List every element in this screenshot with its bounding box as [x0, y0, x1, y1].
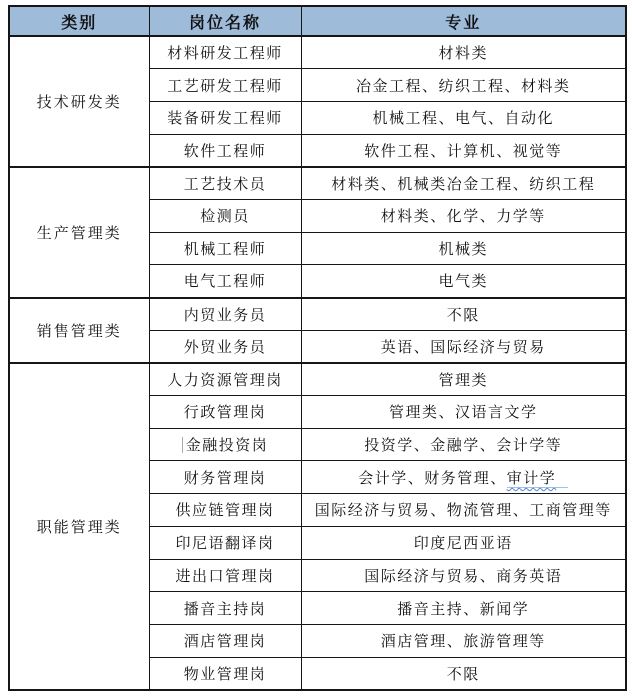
category-cell: 职能管理类: [9, 363, 149, 690]
position-cell: 工艺技术员: [149, 167, 301, 200]
position-cell: 材料研发工程师: [149, 36, 301, 69]
position-cell: 财务管理岗: [149, 461, 301, 494]
major-cell: 材料类: [301, 36, 626, 69]
major-cell: 播音主持、新闻学: [301, 592, 626, 625]
major-cell: 管理类: [301, 363, 626, 396]
recruitment-table: [8, 5, 627, 691]
position-cell: 外贸业务员: [149, 330, 301, 363]
position-cell: [149, 428, 301, 461]
major-cell: 英语、国际经济与贸易: [301, 330, 626, 363]
major-cell: 管理类、汉语言文学: [301, 396, 626, 429]
table-row: [9, 36, 626, 69]
position-cell: 工艺研发工程师: [149, 69, 301, 102]
major-label: 会计学、财务管理、: [358, 470, 507, 487]
major-cell: 投资学、金融学、会计学等: [301, 428, 626, 461]
position-cell: 人力资源管理岗: [149, 363, 301, 396]
major-cell: 国际经济与贸易、商务英语: [301, 559, 626, 592]
position-cell: 内贸业务员: [149, 298, 301, 331]
category-cell: 生产管理类: [9, 167, 149, 298]
major-cell: 国际经济与贸易、物流管理、工商管理等: [301, 494, 626, 527]
major-cell: 材料类、机械类冶金工程、纺织工程: [301, 167, 626, 200]
position-cell: 物业管理岗: [149, 657, 301, 690]
position-cell: 软件工程师: [149, 134, 301, 167]
major-cell: 软件工程、计算机、视觉等: [301, 134, 626, 167]
major-cell: 酒店管理、旅游管理等: [301, 624, 626, 657]
major-cell: [301, 461, 626, 494]
spellcheck-underlined-text: 审计学: [506, 470, 557, 487]
major-cell: 材料类、化学、力学等: [301, 199, 626, 232]
position-cell: 播音主持岗: [149, 592, 301, 625]
position-cell: 检测员: [149, 199, 301, 232]
position-cell: 酒店管理岗: [149, 624, 301, 657]
major-cell: 不限: [301, 298, 626, 331]
major-cell: 印度尼西亚语: [301, 526, 626, 559]
position-label: 金融投资岗: [185, 438, 269, 455]
major-cell: 冶金工程、纺织工程、材料类: [301, 69, 626, 102]
position-cell: 进出口管理岗: [149, 559, 301, 592]
category-cell: 销售管理类: [9, 298, 149, 363]
column-header-category: 类别: [9, 6, 149, 36]
table-row: [9, 167, 626, 200]
position-cell: 装备研发工程师: [149, 101, 301, 134]
major-cell: 电气类: [301, 265, 626, 298]
major-cell: 不限: [301, 657, 626, 690]
column-header-position: 岗位名称: [149, 6, 301, 36]
category-cell: 技术研发类: [9, 36, 149, 167]
major-cell: 机械工程、电气、自动化: [301, 101, 626, 134]
position-cell: 机械工程师: [149, 232, 301, 265]
column-header-major: 专业: [301, 6, 626, 36]
position-cell: 印尼语翻译岗: [149, 526, 301, 559]
position-cell: 电气工程师: [149, 265, 301, 298]
table-row: [9, 298, 626, 331]
major-cell: 机械类: [301, 232, 626, 265]
header-row: [9, 6, 626, 36]
position-cell: 供应链管理岗: [149, 494, 301, 527]
position-cell: 行政管理岗: [149, 396, 301, 429]
text-cursor-icon: [182, 437, 183, 453]
table-row: [9, 363, 626, 396]
